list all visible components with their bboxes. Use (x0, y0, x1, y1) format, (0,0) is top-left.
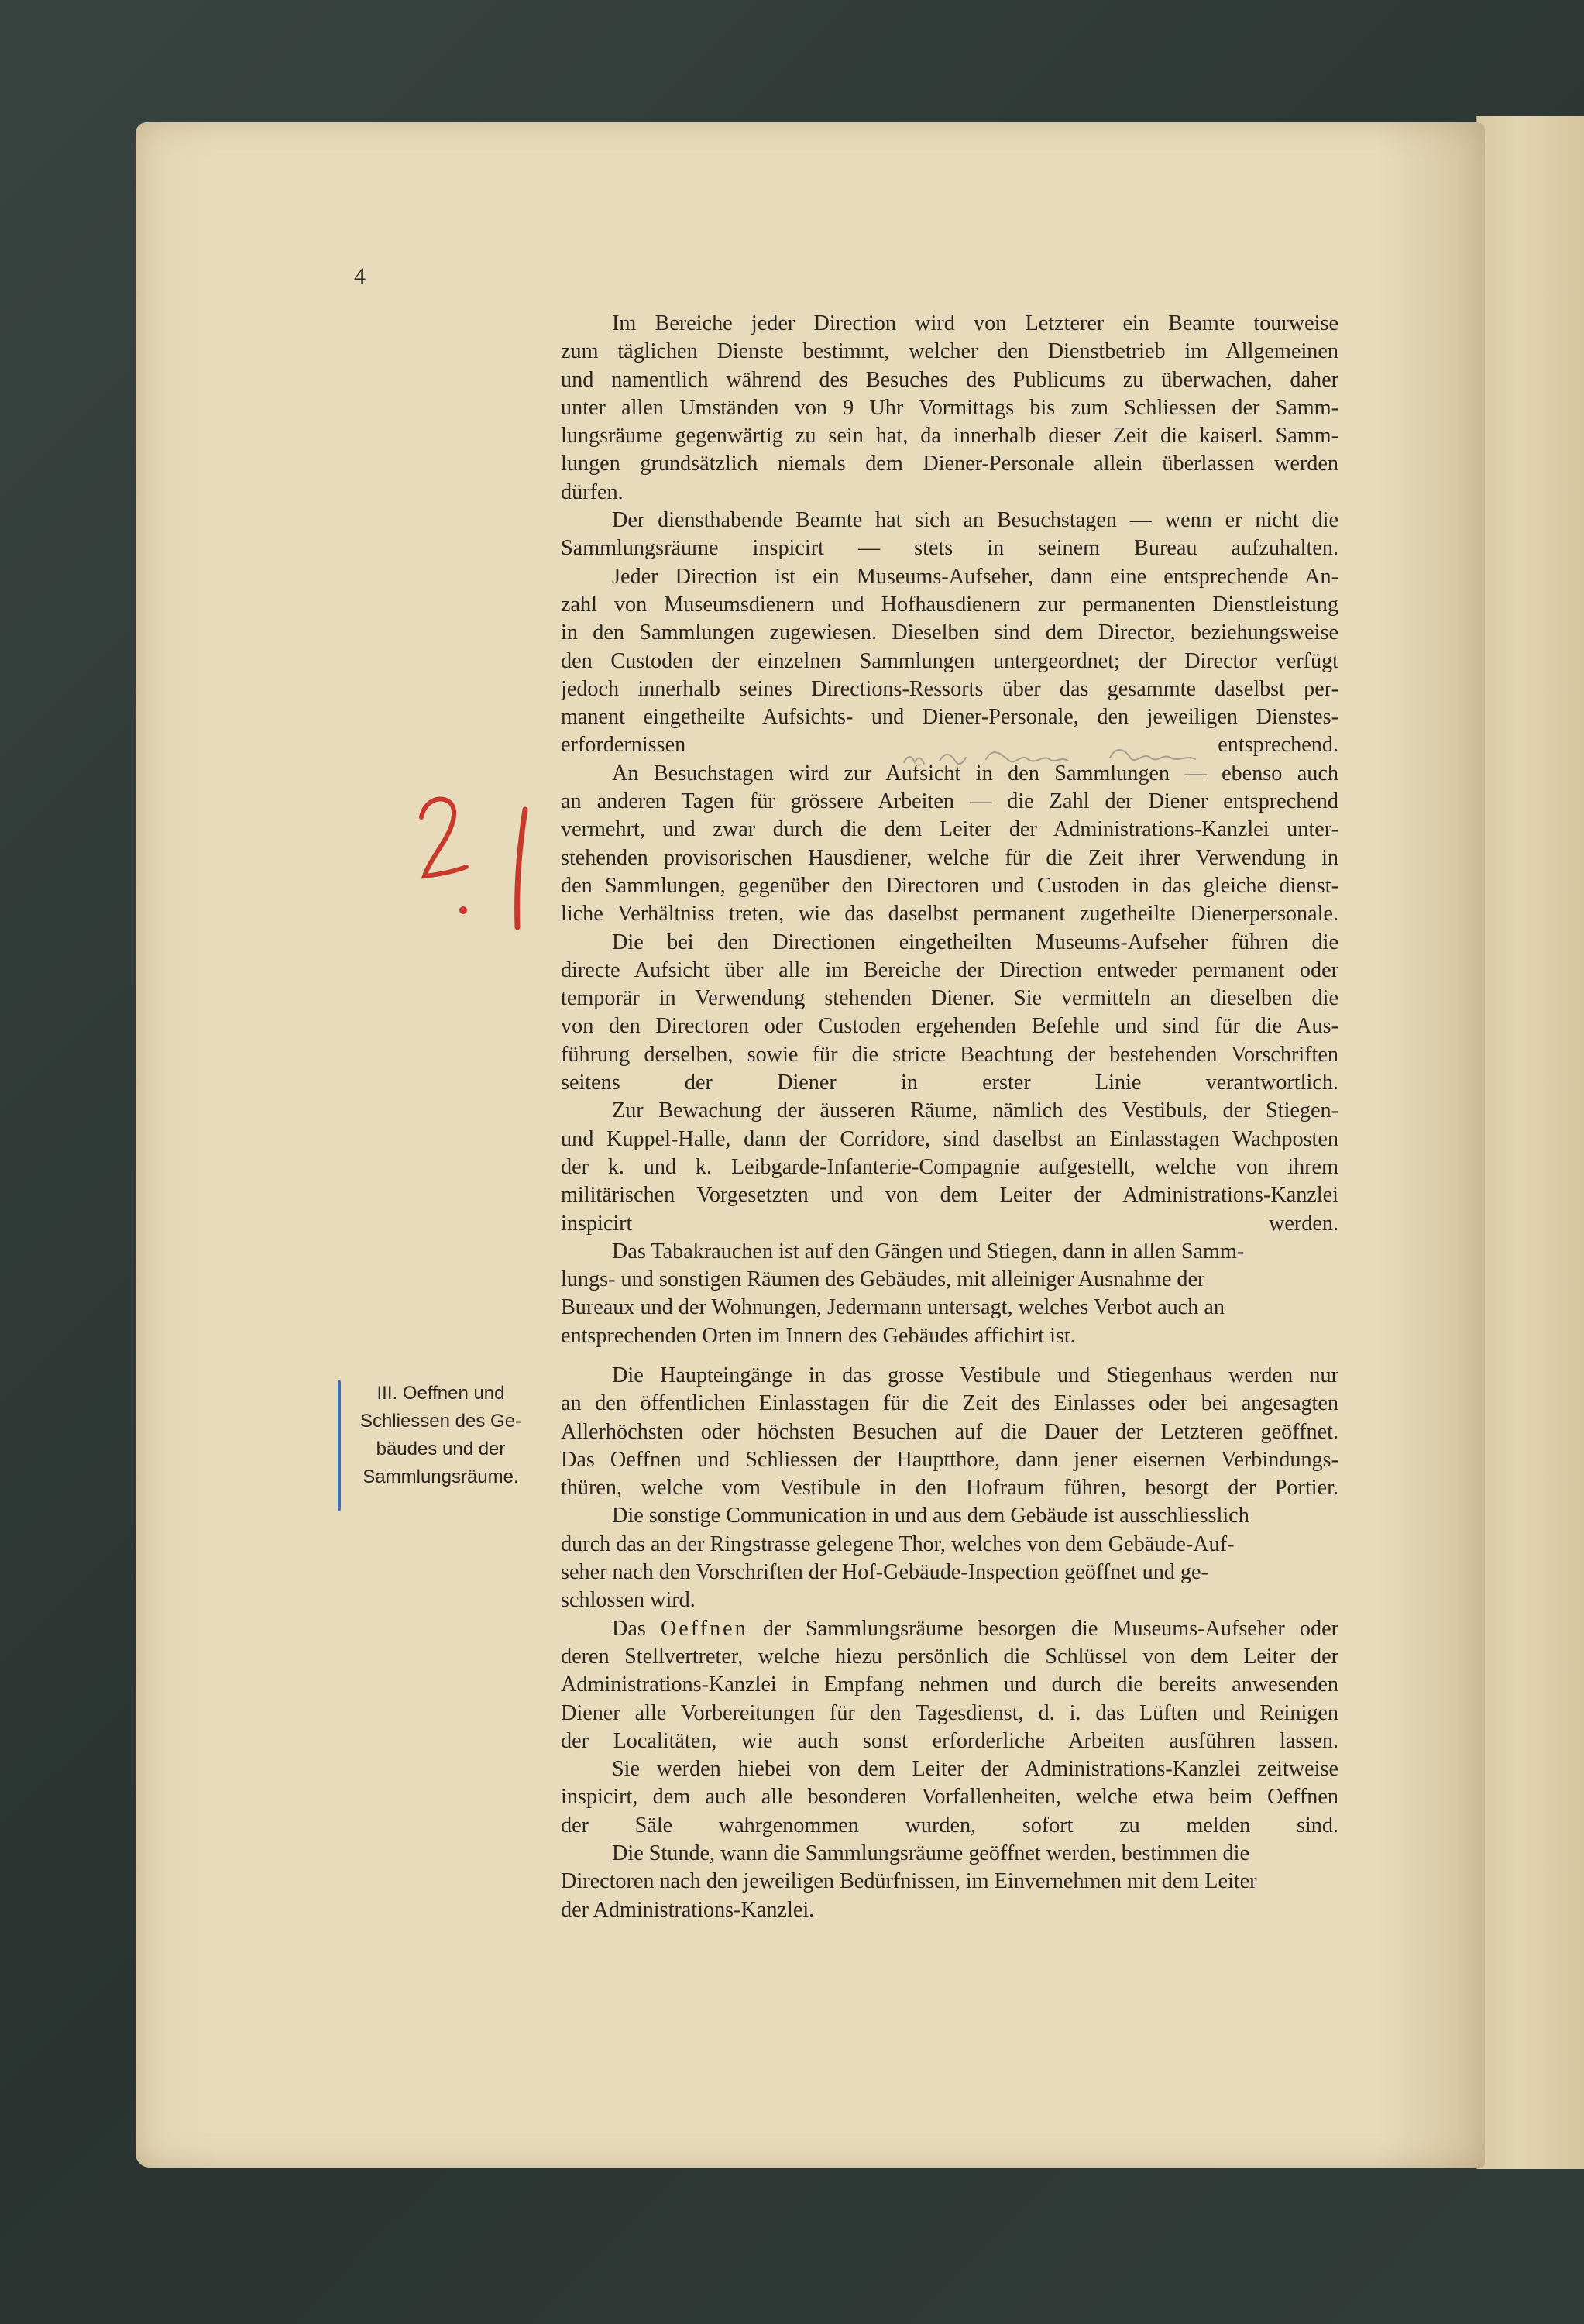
paragraph: Die bei den Directionen eingetheilten Museums-Aufseher führen die directe Aufsicht über alle im Bereiche der Direction entweder permanent oder temporär in Verwendung stehenden Diener. Sie vermitteln an dieselben die von den Directoren oder Custoden ergehenden Befehle und sind für die Aus- führung derselben, sowie für die stricte Beachtung der bestehenden Vorschriften seitens der Diener in erster Linie verantwortlich. (561, 930, 1338, 1095)
paragraph: Die sonstige Communication in und aus dem Gebäude ist ausschliesslich durch das an der Ringstrasse gelegene Thor, welches von dem Gebäude-Auf- seher nach den Vorschriften der Hof-Gebäude-Inspection geöffnet und ge- schlossen wird. (561, 1504, 1249, 1613)
paragraph: Jeder Direction ist ein Museums-Aufseher, dann eine entsprechende An- zahl von Museumsdienern und Hofhausdienern zur permanenten Dienstleistung in den Sammlungen zugewiesen. Dieselben sind dem Director, beziehungsweise den Custoden der einzelnen Sammlungen untergeordnet; der Director verfügt jedoch innerhalb seines Directions-Ressorts über das gesammte daselbst per- manent eingetheilte Aufsichts- und Diener-Personale, den jeweiligen Dienstes- erfordernissen entsprechend. (561, 564, 1338, 758)
emphasized-word: Oeffnen (660, 1616, 748, 1641)
paragraph: Sie werden hiebei von dem Leiter der Administrations-Kanzlei zeitweise inspicirt, dem auch alle besonderen Vorfallenheiten, welche etwa beim Oeffnen der Säle wahrgenommen wurden, sofort zu melden sind. (561, 1757, 1338, 1838)
paragraph: Das Tabakrauchen ist auf den Gängen und Stiegen, dann in allen Samm- lungs- und sonstigen Räumen des Gebäudes, mit alleiniger Ausnahme der Bureaux und der Wohnungen, Jedermann untersagt, welches Verbot auch an entsprechenden Orten im Innern des Gebäudes affichirt ist. (561, 1239, 1245, 1348)
paragraph: Die Haupteingänge in das grosse Vestibule und Stiegenhaus werden nur an den öffentlichen Einlasstagen für die Zeit des Einlasses oder bei angesagten Allerhöchsten oder höchsten Besuchen auf die Dauer der Letzteren geöffnet. Das Oeffnen und Schliessen der Hauptthore, dann jener eisernen Verbindungs- thüren, welche vom Vestibule in den Hofraum führen, besorgt der Portier. (561, 1363, 1338, 1501)
paragraph: Im Bereiche jeder Direction wird von Letzterer ein Beamte tourweise zum täglichen Dienste bestimmt, welcher den Dienstbetrieb im Allgemeinen und namentlich während des Besuches des Publicums zu überwachen, daher unter allen Umständen von 9 Uhr Vormittags bis zum Schliessen der Samm- lungsräume gegenwärtig zu sein hat, da innerhalb dieser Zeit die kaiserl. Samm- lungen grundsätzlich niemals dem Diener-Personale allein überlassen werden dürfen. (561, 311, 1338, 504)
adjacent-page-edge (1476, 116, 1584, 2169)
paragraph: Die Stunde, wann die Sammlungsräume geöffnet werden, bestimmen die Directoren nach den jeweiligen Bedürfnissen, im Einvernehmen mit dem Leiter der Administrations-Kanzlei. (561, 1841, 1257, 1922)
page-number: 4 (354, 263, 366, 289)
red-margin-annotation (411, 786, 550, 941)
paragraph-prefix: Das (612, 1616, 661, 1641)
paragraph (561, 1615, 1338, 1755)
paragraph: Der diensthabende Beamte hat sich an Besuchstagen — wenn er nicht die Sammlungsräume inspicirt — stets in seinem Bureau aufzuhalten. (561, 508, 1338, 561)
body-text (561, 310, 1338, 1924)
paragraph: Zur Bewachung der äusseren Räume, nämlich des Vestibuls, der Stiegen- und Kuppel-Halle, dann der Corridore, sind daselbst an Einlasstagen Wachposten der k. und k. Leibgarde-Infanterie-Compagnie aufgestellt, welche von ihrem militärischen Vorgesetzten und von dem Leiter der Administrations-Kanzlei inspicirt werden. (561, 1098, 1338, 1236)
paragraph: An Besuchstagen wird zur Aufsicht in den Sammlungen — ebenso auch an anderen Tagen für grössere Arbeiten — die Zahl der Diener entsprechend vermehrt, und zwar durch die dem Leiter der Administrations-Kanzlei unter- stehenden provisorischen Hausdiener, welche für die Zeit ihrer Verwendung in den Sammlungen, gegenüber den Directoren und Custoden in das gleiche dienst- liche Verhältniss treten, wie das daselbst permanent zugetheilte Dienerpersonale. (561, 761, 1338, 927)
paragraph-rest: der Sammlungsräume besorgen die Museums-Aufseher oder deren Stellvertreter, welche hiezu persönlich die Schlüssel von dem Leiter der Administrations-Kanzlei in Empfang nehmen und durch die bereits anwesenden Diener alle Vorbereitungen für den Tagesdienst, d. i. das Lüften und Reinigen der Localitäten, wie auch sonst erforderliche Arbeiten ausführen lassen. (561, 1616, 1338, 1753)
blue-margin-line (338, 1380, 341, 1511)
section-sidenote: III. Oeffnen und Schliessen des Ge- bäudes und der Sammlungsräume. (359, 1383, 522, 1487)
